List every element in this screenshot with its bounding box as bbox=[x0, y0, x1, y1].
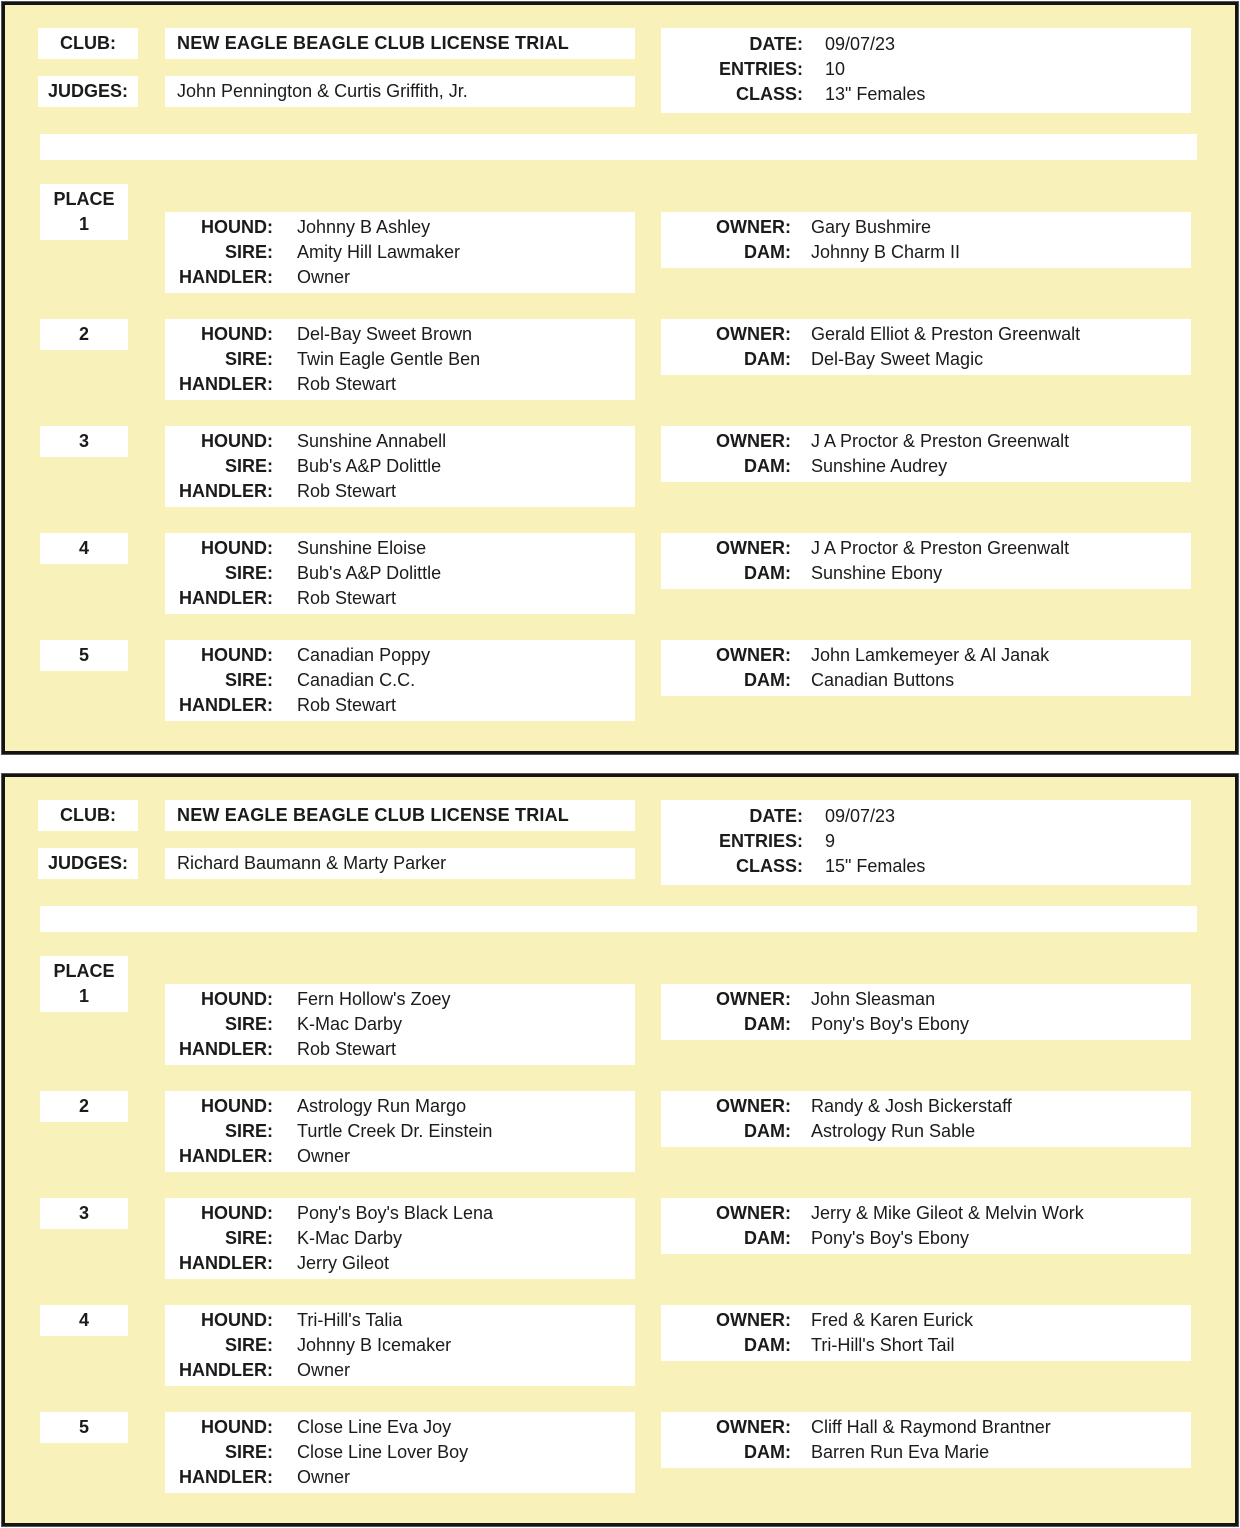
owner-label: OWNER: bbox=[716, 324, 791, 344]
entries-label: ENTRIES: bbox=[718, 59, 803, 79]
handler-label: HANDLER: bbox=[179, 1467, 273, 1487]
handler-label: HANDLER: bbox=[179, 695, 273, 715]
placement-row-4 bbox=[5, 1305, 1235, 1386]
handler-value: Rob Stewart bbox=[297, 374, 397, 394]
placement-row-5 bbox=[5, 1412, 1235, 1493]
sire-value: Bub's A&P Dolittle bbox=[297, 456, 442, 476]
hound-value: Tri-Hill's Talia bbox=[297, 1310, 403, 1330]
hound-label: HOUND: bbox=[201, 645, 273, 665]
sire-value: Twin Eagle Gentle Ben bbox=[297, 349, 481, 369]
dam-label: DAM: bbox=[744, 670, 791, 690]
placement-row-1 bbox=[5, 956, 1235, 1065]
hound-label: HOUND: bbox=[201, 1203, 273, 1223]
hound-value: Fern Hollow's Zoey bbox=[297, 989, 451, 1009]
owner-details-box bbox=[661, 1091, 1191, 1147]
hound-value: Sunshine Annabell bbox=[297, 431, 447, 451]
class-row bbox=[661, 82, 1191, 107]
date-row bbox=[661, 32, 1191, 57]
hound-details-box bbox=[165, 640, 635, 721]
trial-panel-15in-females bbox=[2, 774, 1238, 1526]
placement-row-5 bbox=[5, 640, 1235, 721]
owner-label: OWNER: bbox=[716, 989, 791, 1009]
handler-value: Rob Stewart bbox=[297, 588, 397, 608]
place-value: 1 bbox=[78, 214, 89, 234]
placement-row-2 bbox=[5, 319, 1235, 400]
hound-label: HOUND: bbox=[201, 989, 273, 1009]
trial-info-box bbox=[661, 28, 1191, 113]
placement-row-3 bbox=[5, 1198, 1235, 1279]
owner-label: OWNER: bbox=[716, 1096, 791, 1116]
dam-value: Sunshine Audrey bbox=[811, 456, 948, 476]
dam-label: DAM: bbox=[744, 1121, 791, 1141]
date-label: DATE: bbox=[749, 34, 803, 54]
class-label: CLASS: bbox=[736, 856, 803, 876]
owner-value: J A Proctor & Preston Greenwalt bbox=[811, 431, 1070, 451]
sire-value: K-Mac Darby bbox=[297, 1228, 403, 1248]
hound-label: HOUND: bbox=[201, 324, 273, 344]
placement-row-2 bbox=[5, 1091, 1235, 1172]
owner-details-box bbox=[661, 426, 1191, 482]
sire-value: Canadian C.C. bbox=[297, 670, 416, 690]
owner-value: Randy & Josh Bickerstaff bbox=[811, 1096, 1012, 1116]
date-label: DATE: bbox=[749, 806, 803, 826]
date-row bbox=[661, 804, 1191, 829]
judges-value: Richard Baumann & Marty Parker bbox=[165, 848, 635, 879]
handler-value: Rob Stewart bbox=[297, 1039, 397, 1059]
judges-row bbox=[5, 76, 635, 107]
owner-details-box bbox=[661, 1305, 1191, 1361]
place-value: 5 bbox=[78, 645, 89, 665]
place-number bbox=[40, 1412, 128, 1443]
dam-label: DAM: bbox=[744, 563, 791, 583]
owner-details-box bbox=[661, 533, 1191, 589]
owner-value: John Sleasman bbox=[811, 989, 936, 1009]
judges-row bbox=[5, 848, 635, 879]
handler-label: HANDLER: bbox=[179, 1253, 273, 1273]
blank-bar bbox=[40, 906, 1197, 932]
hound-value: Sunshine Eloise bbox=[297, 538, 427, 558]
dam-label: DAM: bbox=[744, 1442, 791, 1462]
hound-details-box bbox=[165, 319, 635, 400]
entries-value: 10 bbox=[825, 59, 846, 79]
handler-label: HANDLER: bbox=[179, 374, 273, 394]
owner-label: OWNER: bbox=[716, 431, 791, 451]
dam-value: Sunshine Ebony bbox=[811, 563, 943, 583]
place-number bbox=[40, 319, 128, 350]
place-number bbox=[40, 184, 128, 240]
trial-info-box bbox=[661, 800, 1191, 885]
trial-panel-13in-females bbox=[2, 2, 1238, 754]
hound-details-box bbox=[165, 1198, 635, 1279]
sire-label: SIRE: bbox=[224, 1121, 273, 1141]
place-number bbox=[40, 640, 128, 671]
hound-details-box bbox=[165, 984, 635, 1065]
sire-label: SIRE: bbox=[224, 1014, 273, 1034]
handler-value: Owner bbox=[297, 1467, 351, 1487]
hound-value: Pony's Boy's Black Lena bbox=[297, 1203, 493, 1223]
handler-label: HANDLER: bbox=[179, 1146, 273, 1166]
dam-label: DAM: bbox=[744, 242, 791, 262]
entries-value: 9 bbox=[825, 831, 836, 851]
owner-value: John Lamkemeyer & Al Janak bbox=[811, 645, 1050, 665]
handler-value: Owner bbox=[297, 267, 351, 287]
owner-details-box bbox=[661, 1198, 1191, 1254]
sire-value: Close Line Lover Boy bbox=[297, 1442, 469, 1462]
place-number bbox=[40, 533, 128, 564]
place-number bbox=[40, 426, 128, 457]
club-row bbox=[5, 800, 635, 831]
hound-label: HOUND: bbox=[201, 538, 273, 558]
judges-label: JUDGES: bbox=[38, 76, 138, 107]
owner-label: OWNER: bbox=[716, 217, 791, 237]
owner-value: Cliff Hall & Raymond Brantner bbox=[811, 1417, 1051, 1437]
dam-label: DAM: bbox=[744, 1335, 791, 1355]
hound-value: Close Line Eva Joy bbox=[297, 1417, 452, 1437]
panel-header bbox=[5, 28, 1235, 113]
club-label: CLUB: bbox=[38, 28, 138, 59]
club-value: NEW EAGLE BEAGLE CLUB LICENSE TRIAL bbox=[165, 800, 635, 831]
handler-value: Owner bbox=[297, 1360, 351, 1380]
owner-label: OWNER: bbox=[716, 645, 791, 665]
hound-label: HOUND: bbox=[201, 1096, 273, 1116]
club-row bbox=[5, 28, 635, 59]
hound-details-box bbox=[165, 533, 635, 614]
place-number bbox=[40, 1305, 128, 1336]
sire-label: SIRE: bbox=[224, 242, 273, 262]
placement-row-1 bbox=[5, 184, 1235, 293]
sire-label: SIRE: bbox=[224, 456, 273, 476]
place-value: 5 bbox=[78, 1417, 89, 1437]
dam-label: DAM: bbox=[744, 349, 791, 369]
dam-label: DAM: bbox=[744, 1014, 791, 1034]
place-value: 3 bbox=[78, 1203, 89, 1223]
owner-label: OWNER: bbox=[716, 538, 791, 558]
class-value: 13" Females bbox=[825, 84, 926, 104]
owner-details-box bbox=[661, 319, 1191, 375]
owner-details-box bbox=[661, 984, 1191, 1040]
place-number bbox=[40, 1198, 128, 1229]
place-header: PLACE bbox=[53, 961, 115, 981]
sire-label: SIRE: bbox=[224, 349, 273, 369]
club-label: CLUB: bbox=[38, 800, 138, 831]
hound-label: HOUND: bbox=[201, 1417, 273, 1437]
panel-header bbox=[5, 800, 1235, 885]
owner-details-box bbox=[661, 212, 1191, 268]
owner-label: OWNER: bbox=[716, 1203, 791, 1223]
hound-details-box bbox=[165, 212, 635, 293]
owner-details-box bbox=[661, 1412, 1191, 1468]
hound-value: Del-Bay Sweet Brown bbox=[297, 324, 473, 344]
place-number bbox=[40, 1091, 128, 1122]
place-header: PLACE bbox=[53, 189, 115, 209]
date-value: 09/07/23 bbox=[825, 34, 896, 54]
sire-value: Amity Hill Lawmaker bbox=[297, 242, 461, 262]
class-value: 15" Females bbox=[825, 856, 926, 876]
dam-value: Del-Bay Sweet Magic bbox=[811, 349, 984, 369]
place-number bbox=[40, 956, 128, 1012]
dam-value: Tri-Hill's Short Tail bbox=[811, 1335, 955, 1355]
place-value: 4 bbox=[78, 1310, 89, 1330]
place-value: 2 bbox=[78, 324, 89, 344]
sire-label: SIRE: bbox=[224, 1228, 273, 1248]
owner-value: Gary Bushmire bbox=[811, 217, 932, 237]
blank-bar bbox=[40, 134, 1197, 160]
handler-value: Rob Stewart bbox=[297, 481, 397, 501]
entries-row bbox=[661, 57, 1191, 82]
hound-value: Canadian Poppy bbox=[297, 645, 431, 665]
sire-label: SIRE: bbox=[224, 1335, 273, 1355]
dam-value: Pony's Boy's Ebony bbox=[811, 1228, 969, 1248]
owner-label: OWNER: bbox=[716, 1310, 791, 1330]
handler-label: HANDLER: bbox=[179, 588, 273, 608]
dam-value: Johnny B Charm II bbox=[811, 242, 961, 262]
hound-details-box bbox=[165, 1091, 635, 1172]
hound-details-box bbox=[165, 426, 635, 507]
handler-label: HANDLER: bbox=[179, 481, 273, 501]
owner-label: OWNER: bbox=[716, 1417, 791, 1437]
dam-value: Barren Run Eva Marie bbox=[811, 1442, 990, 1462]
sire-value: K-Mac Darby bbox=[297, 1014, 403, 1034]
hound-details-box bbox=[165, 1412, 635, 1493]
club-value: NEW EAGLE BEAGLE CLUB LICENSE TRIAL bbox=[165, 28, 635, 59]
sire-value: Johnny B Icemaker bbox=[297, 1335, 452, 1355]
dam-value: Astrology Run Sable bbox=[811, 1121, 976, 1141]
handler-value: Jerry Gileot bbox=[297, 1253, 390, 1273]
class-row bbox=[661, 854, 1191, 879]
placement-row-3 bbox=[5, 426, 1235, 507]
owner-details-box bbox=[661, 640, 1191, 696]
handler-value: Rob Stewart bbox=[297, 695, 397, 715]
sire-label: SIRE: bbox=[224, 670, 273, 690]
owner-value: Jerry & Mike Gileot & Melvin Work bbox=[811, 1203, 1084, 1223]
judges-label: JUDGES: bbox=[38, 848, 138, 879]
handler-value: Owner bbox=[297, 1146, 351, 1166]
place-value: 3 bbox=[78, 431, 89, 451]
placement-row-4 bbox=[5, 533, 1235, 614]
sire-value: Turtle Creek Dr. Einstein bbox=[297, 1121, 493, 1141]
dam-label: DAM: bbox=[744, 1228, 791, 1248]
hound-details-box bbox=[165, 1305, 635, 1386]
owner-value: Fred & Karen Eurick bbox=[811, 1310, 974, 1330]
sire-label: SIRE: bbox=[224, 563, 273, 583]
owner-value: Gerald Elliot & Preston Greenwalt bbox=[811, 324, 1081, 344]
place-value: 2 bbox=[78, 1096, 89, 1116]
handler-label: HANDLER: bbox=[179, 267, 273, 287]
dam-label: DAM: bbox=[744, 456, 791, 476]
sire-value: Bub's A&P Dolittle bbox=[297, 563, 442, 583]
hound-label: HOUND: bbox=[201, 431, 273, 451]
hound-value: Johnny B Ashley bbox=[297, 217, 431, 237]
class-label: CLASS: bbox=[736, 84, 803, 104]
date-value: 09/07/23 bbox=[825, 806, 896, 826]
hound-value: Astrology Run Margo bbox=[297, 1096, 467, 1116]
hound-label: HOUND: bbox=[201, 217, 273, 237]
dam-value: Pony's Boy's Ebony bbox=[811, 1014, 969, 1034]
place-value: 4 bbox=[78, 538, 89, 558]
entries-label: ENTRIES: bbox=[718, 831, 803, 851]
owner-value: J A Proctor & Preston Greenwalt bbox=[811, 538, 1070, 558]
handler-label: HANDLER: bbox=[179, 1039, 273, 1059]
handler-label: HANDLER: bbox=[179, 1360, 273, 1380]
dam-value: Canadian Buttons bbox=[811, 670, 955, 690]
judges-value: John Pennington & Curtis Griffith, Jr. bbox=[165, 76, 635, 107]
place-value: 1 bbox=[78, 986, 89, 1006]
entries-row bbox=[661, 829, 1191, 854]
hound-label: HOUND: bbox=[201, 1310, 273, 1330]
sire-label: SIRE: bbox=[224, 1442, 273, 1462]
